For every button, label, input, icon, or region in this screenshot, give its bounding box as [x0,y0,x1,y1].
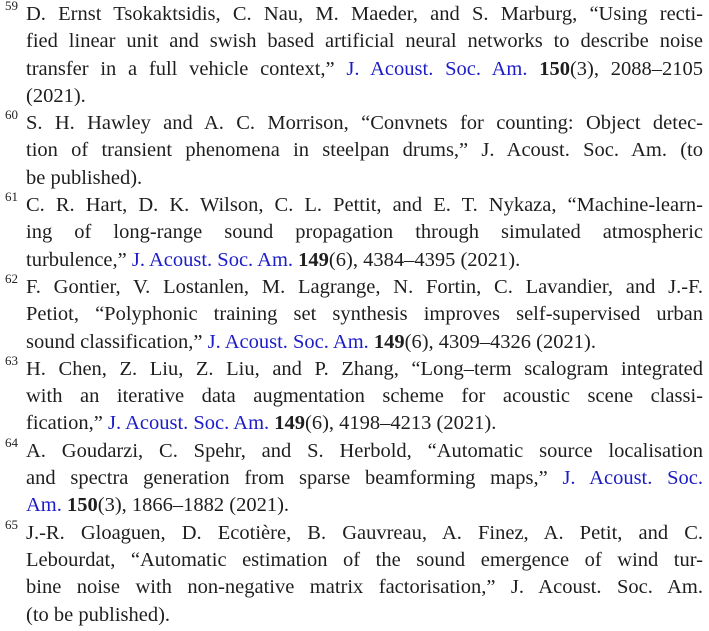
reference-item [0,352,703,438]
reference-number: 64 [5,434,18,450]
journal-link[interactable]: J. Acoust. Soc. Am. [207,330,369,353]
reference-list [0,1,703,629]
reference-line [26,219,703,246]
reference-number: 65 [5,516,18,532]
reference-item [0,434,703,520]
reference-text: ing of long-range sound propagation through simulated atmospheric [26,221,703,244]
reference-text: bine noise with non-negative matrix factorisation,” J. Acoust. Soc. Am. [26,576,703,599]
reference-text: fication,” [26,412,108,435]
reference-line [26,56,703,83]
reference-number: 62 [5,270,18,286]
reference-line [26,192,703,219]
reference-text: (2021). [26,84,86,107]
reference-line [26,465,703,492]
reference-text: (6), 4384–4395 (2021). [328,248,521,271]
volume-number: 149 [298,248,329,271]
reference-number: 63 [5,352,18,368]
reference-text: A. Goudarzi, C. Spehr, and S. Herbold, “Automatic source localisation [26,439,703,462]
reference-line [26,602,703,629]
journal-link[interactable]: J. Acoust. Soc. Am. [131,248,294,271]
reference-text: tion of transient phenomena in steelpan drums,” J. Acoust. Soc. Am. (to [26,139,703,162]
reference-item [0,189,703,274]
reference-text: C. R. Hart, D. K. Wilson, C. L. Pettit, and E. T. Nykaza, “Machine-learn- [26,194,703,217]
reference-line [26,574,703,601]
reference-text: (3), 2088–2105 [569,57,704,80]
journal-link[interactable]: J. Acoust. Soc. Am. [107,412,270,435]
reference-item [0,107,703,192]
reference-text: transfer in a full vehicle context,” [26,57,347,80]
reference-text: D. Ernst Tsokaktsidis, C. Nau, M. Maeder, and S. Marburg, “Using recti- [26,3,703,25]
reference-line [26,1,703,28]
reference-line [26,356,703,383]
reference-text: (6), 4198–4213 (2021). [305,412,497,435]
reference-text: and spectra generation from sparse beamforming maps,” [26,467,563,490]
reference-line [26,383,703,410]
reference-line [26,492,703,519]
reference-number: 60 [5,107,18,123]
reference-text: with an iterative data augmentation scheme for acoustic scene classi- [26,385,703,408]
reference-text: sound classification,” [26,330,208,353]
reference-item [0,516,703,629]
reference-text: turbulence,” [26,248,132,271]
reference-item [0,1,703,110]
journal-link[interactable]: J. Acoust. Soc. Am. [346,57,528,80]
reference-line [26,438,703,465]
reference-text: F. Gontier, V. Lostanlen, M. Lagrange, N. Fortin, C. Lavandier, and J.-F. [26,275,703,298]
reference-line [26,547,703,574]
reference-line [26,329,703,356]
reference-text: (3), 1866–1882 (2021). [97,494,290,517]
reference-line [26,83,703,110]
reference-text: S. H. Hawley and A. C. Morrison, “Convnets for counting: Object detec- [26,112,703,135]
reference-line [26,165,703,192]
journal-link[interactable]: Am. [26,494,62,517]
reference-text [527,58,539,80]
reference-number: 59 [5,0,18,13]
reference-line [26,301,703,328]
reference-text: Petiot, “Polyphonic training set synthesis improves self-supervised urban [26,303,703,326]
reference-line [26,110,703,137]
reference-line [26,274,703,301]
reference-line [26,247,703,274]
reference-text: H. Chen, Z. Liu, Z. Liu, and P. Zhang, “Long–term scalogram integrated [26,357,703,380]
journal-link[interactable]: J. Acoust. Soc. [562,467,703,490]
reference-text: fied linear unit and swish based artificial neural networks to describe noise [26,30,703,53]
reference-number: 61 [5,189,18,205]
volume-number: 149 [274,412,306,435]
reference-text: Lebourdat, “Automatic estimation of the sound emergence of wind tur- [26,548,703,571]
reference-text: (6), 4309–4326 (2021). [404,330,596,353]
volume-number: 149 [373,330,405,353]
reference-item [0,270,703,356]
reference-line [26,520,703,547]
reference-text: (to be published). [26,603,171,626]
reference-line [26,137,703,164]
reference-text: be published). [26,166,143,189]
reference-line [26,410,703,437]
volume-number: 150 [539,57,570,80]
reference-text: J.-R. Gloaguen, D. Ecotière, B. Gauvreau, A. Finez, A. Petit, and C. [26,521,703,544]
volume-number: 150 [67,494,98,517]
reference-line [26,28,703,55]
